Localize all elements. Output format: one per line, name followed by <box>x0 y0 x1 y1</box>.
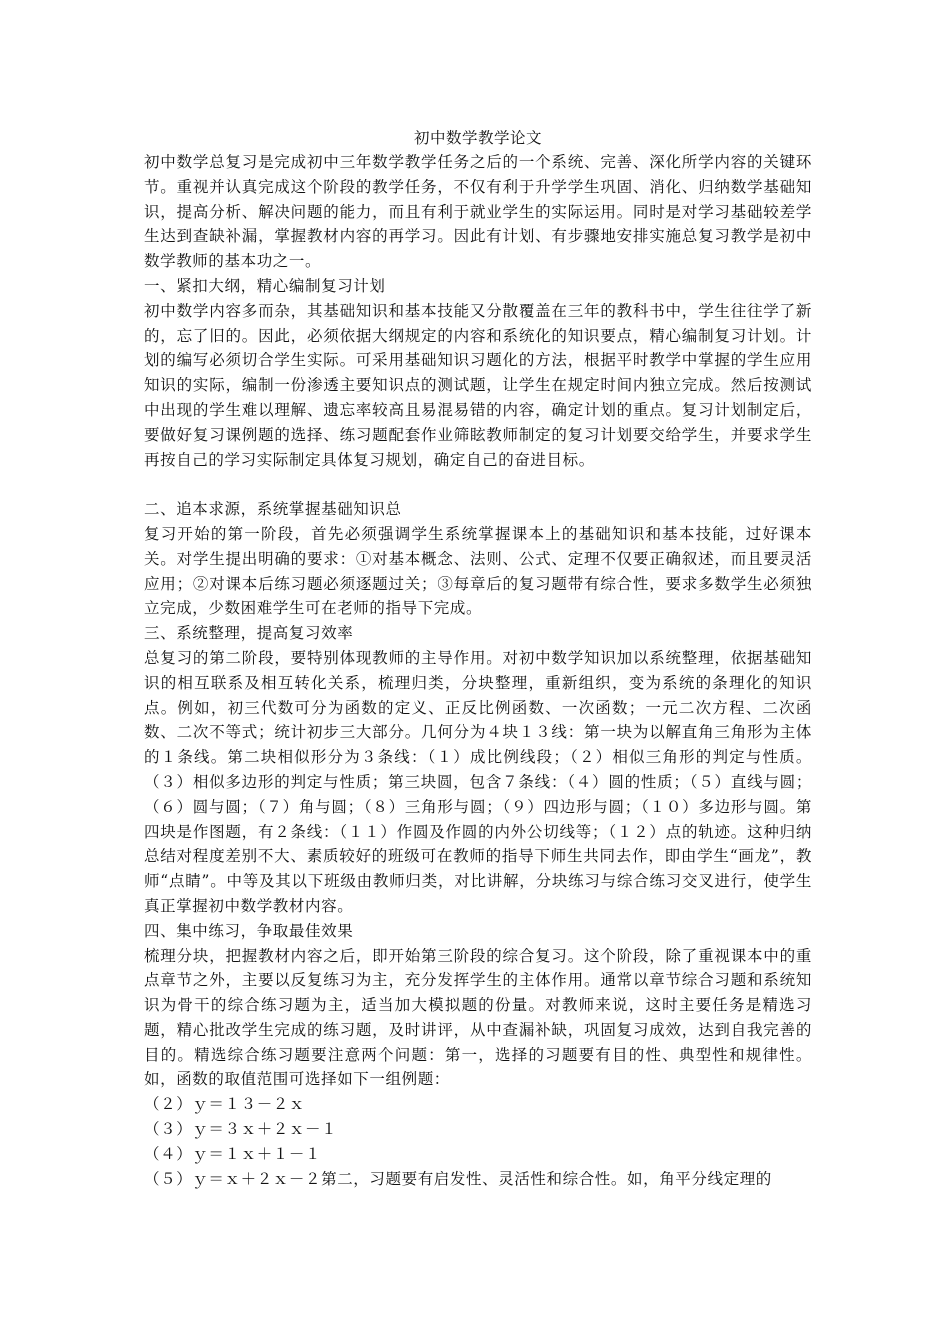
section-4-body: 梳理分块，把握教材内容之后，即开始第三阶段的综合复习。这个阶段，除了重视课本中的重点章节之外，主要以反复练习为主，充分发挥学生的主体作用。通常以章节综合习题和系统知识为骨干的综合练习题为主，适当加大模拟题的份量。对教师来说，这时主要任务是精选习题，精心批改学生完成的练习题，及时讲评，从中查漏补缺，巩固复习成效，达到自我完善的目的。精选综合练习题要注意两个问题：第一，选择的习题要有目的性、典型性和规律性。如，函数的取值范围可选择如下一组例题： <box>144 946 812 1089</box>
example-line-3: （３）ｙ＝３ｘ＋２ｘ－１ <box>144 1120 338 1139</box>
section-4-heading: 四、集中练习，争取最佳效果 <box>144 921 354 940</box>
document-page <box>144 126 812 1191</box>
section-2-heading: 二、追本求源，系统掌握基础知识总 <box>144 500 402 519</box>
example-line-2: （２）ｙ＝１３－２ｘ <box>144 1095 306 1114</box>
section-1-body: 初中数学内容多而杂，其基础知识和基本技能又分散覆盖在三年的教科书中，学生往往学了新的，忘了旧的。因此，必须依据大纲规定的内容和系统化的知识要点，精心编制复习计划。计划的编写必须切合学生实际。可采用基础知识习题化的方法，根据平时教学中掌握的学生应用知识的实际，编制一份渗透主要知识点的测试题，让学生在规定时间内独立完成。然后按测试中出现的学生难以理解、遗忘率较高且易混易错的内容，确定计划的重点。复习计划制定后，要做好复习课例题的选择、练习题配套作业筛眩教师制定的复习计划要交给学生，并要求学生再按自己的学习实际制定具体复习规划，确定自己的奋进目标。 <box>144 301 812 469</box>
section-3-body: 总复习的第二阶段，要特别体现教师的主导作用。对初中数学知识加以系统整理，依据基础知识的相互联系及相互转化关系，梳理归类，分块整理，重新组织，变为系统的条理化的知识点。例如，初三代数可分为函数的定义、正反比例函数、一次函数；一元二次方程、二次函数、二次不等式；统计初步三大部分。几何分为４块１３线：第一块为以解直角三角形为主体的１条线。第二块相似形分为３条线：（１）成比例线段；（２）相似三角形的判定与性质。（３）相似多边形的判定与性质；第三块圆，包含７条线：（４）圆的性质；（５）直线与圆；（６）圆与圆；（７）角与圆；（８）三角形与圆；（９）四边形与圆；（１０）多边形与圆。第四块是作图题，有２条线：（１１）作圆及作圆的内外公切线等；（１２）点的轨迹。这种归纳总结对程度差别不大、素质较好的班级可在教师的指导下师生共同去作，即由学生“画龙”，教师“点睛”。中等及其以下班级由教师归类，对比讲解，分块练习与综合练习交叉进行，使学生真正掌握初中数学教材内容。 <box>144 648 812 915</box>
example-line-4: （４）ｙ＝１ｘ＋１－１ <box>144 1144 322 1163</box>
paragraph-spacer <box>144 472 812 497</box>
example-line-5: （５）ｙ＝ｘ＋２ｘ－２第二，习题要有启发性、灵活性和综合性。如，角平分线定理的 <box>144 1169 772 1188</box>
section-3-heading: 三、系统整理，提高复习效率 <box>144 624 354 643</box>
section-2-body: 复习开始的第一阶段，首先必须强调学生系统掌握课本上的基础知识和基本技能，过好课本关。对学生提出明确的要求：①对基本概念、法则、公式、定理不仅要正确叙述，而且要灵活应用；②对课本后练习题必须逐题过关；③每章后的复习题带有综合性，要求多数学生必须独立完成，少数困难学生可在老师的指导下完成。 <box>144 524 812 618</box>
document-title: 初中数学教学论文 <box>413 129 542 147</box>
section-1-heading: 一、紧扣大纲，精心编制复习计划 <box>144 276 386 295</box>
intro-paragraph: 初中数学总复习是完成初中三年数学教学任务之后的一个系统、完善、深化所学内容的关键环节。重视并认真完成这个阶段的教学任务，不仅有利于升学学生巩固、消化、归纳数学基础知识，提高分析、解决问题的能力，而且有利于就业学生的实际运用。同时是对学习基础较差学生达到查缺补漏，掌握教材内容的再学习。因此有计划、有步骤地安排实施总复习教学是初中数学教师的基本功之一。 <box>144 153 812 271</box>
